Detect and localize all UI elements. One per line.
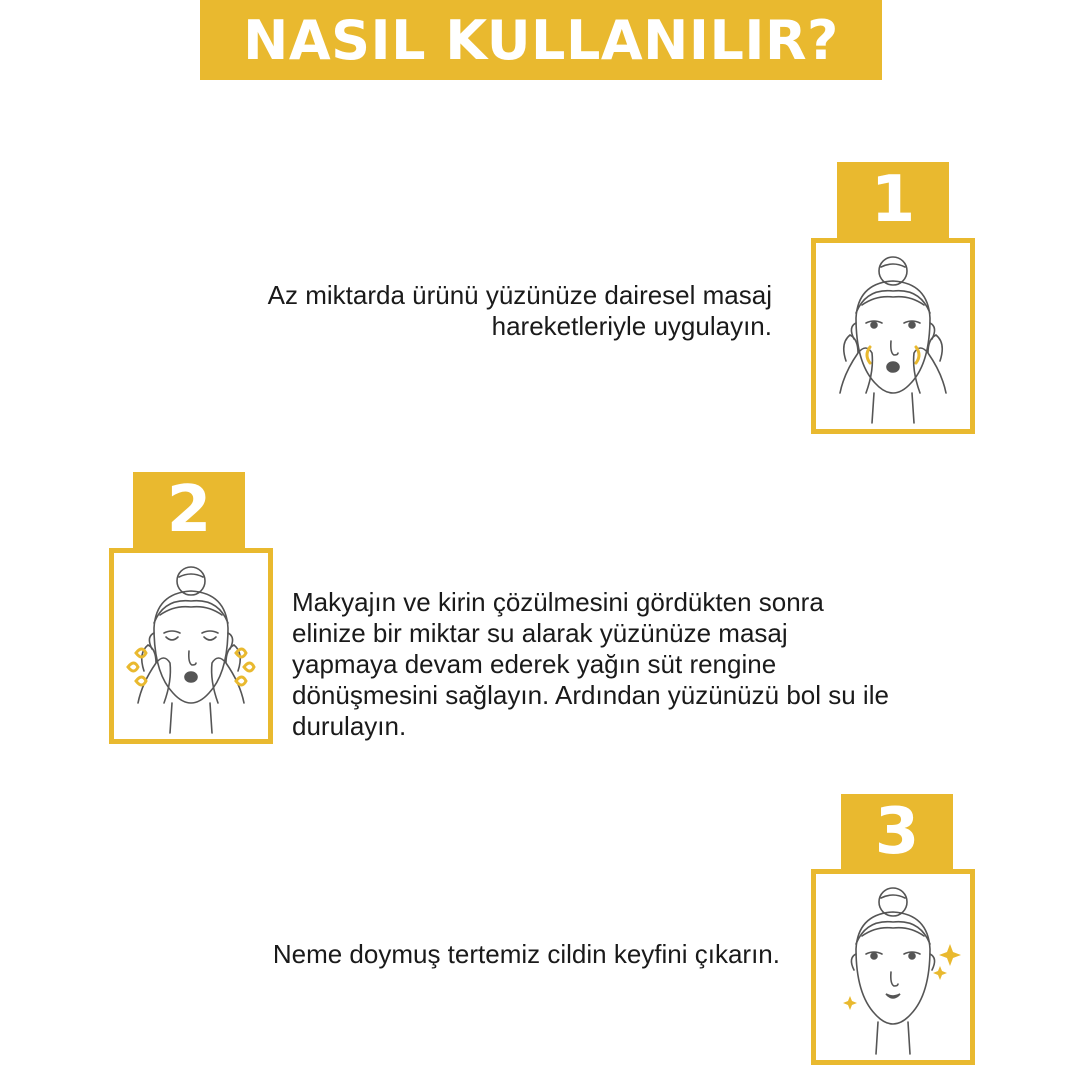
face-glow-icon — [816, 874, 970, 1060]
step-3-number-badge — [841, 794, 953, 870]
step-2-description — [292, 587, 972, 742]
step-2-illustration-frame — [109, 548, 273, 744]
step-3-line: Neme doymuş tertemiz cildin keyfini çıkarın. — [272, 939, 780, 969]
step-3-number: 3 — [874, 795, 920, 869]
step-2-line: dönüşmesini sağlayın. Ardından yüzünüzü bol su ile — [292, 680, 889, 710]
step-1-description — [140, 280, 772, 342]
step-1-number: 1 — [870, 163, 916, 237]
step-1-line: hareketleriyle uygulayın. — [491, 311, 772, 341]
step-2-line: Makyajın ve kirin çözülmesini gördükten sonra — [292, 587, 824, 617]
step-2-line: yapmaya devam ederek yağın süt rengine — [292, 649, 777, 679]
step-1-number-badge — [837, 162, 949, 238]
step-2-number-badge — [133, 472, 245, 548]
step-2-line: durulayın. — [292, 711, 407, 741]
page-title: NASIL KULLANILIR? — [243, 8, 839, 72]
step-2-line: elinize bir miktar su alarak yüzünüze masaj — [292, 618, 788, 648]
step-1-line: Az miktarda ürünü yüzünüze dairesel masaj — [267, 280, 772, 310]
step-3-illustration-frame — [811, 869, 975, 1065]
title-banner — [200, 0, 882, 80]
face-rinse-icon — [114, 553, 268, 739]
face-massage-icon — [816, 243, 970, 429]
step-1-illustration-frame — [811, 238, 975, 434]
step-3-description — [130, 939, 780, 970]
step-2-number: 2 — [166, 473, 212, 547]
